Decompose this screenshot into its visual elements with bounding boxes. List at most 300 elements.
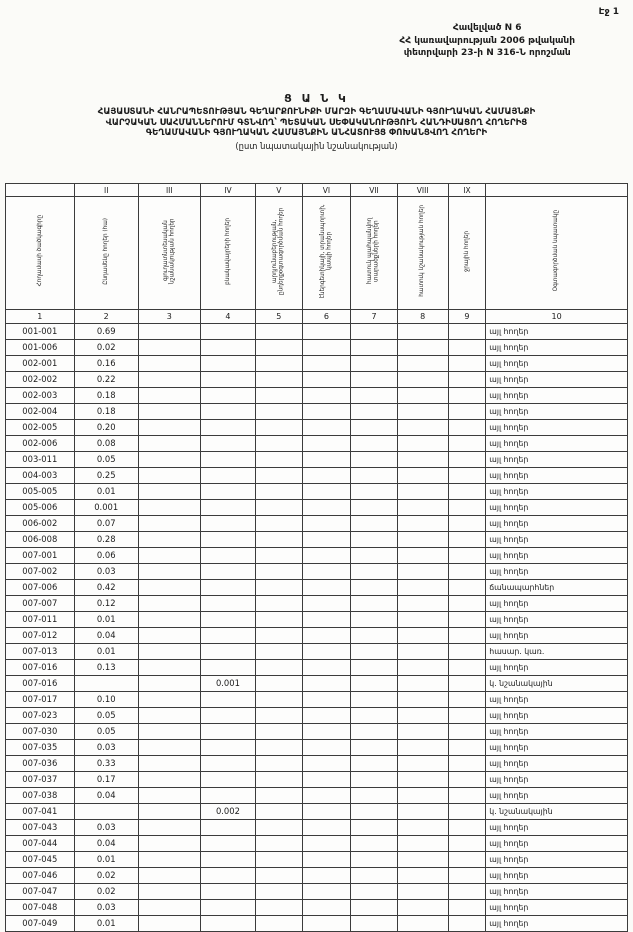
value-col-4 [200,356,255,372]
column-label [448,197,486,310]
value-col-2: 0.02 [74,868,138,884]
value-col-8 [397,612,448,628]
value-col-6 [302,324,351,340]
value-col-8 [397,324,448,340]
land-table-body [6,324,628,932]
value-col-6 [302,356,351,372]
value-col-5 [256,372,302,388]
value-col-9 [448,708,486,724]
value-col-2: 0.03 [74,740,138,756]
parcel-code: 007-043 [6,820,75,836]
land-purpose: այլ հողեր [486,884,628,900]
value-col-3 [138,548,200,564]
value-col-4: 0.002 [200,804,255,820]
land-table [5,183,628,932]
value-col-9 [448,548,486,564]
table-row [6,548,628,564]
value-col-7 [351,900,397,916]
value-col-5 [256,452,302,468]
column-index: V [256,184,302,197]
value-col-6 [302,724,351,740]
value-col-4 [200,484,255,500]
value-col-6 [302,676,351,692]
value-col-9 [448,356,486,372]
value-col-2: 0.01 [74,644,138,660]
value-col-7 [351,500,397,516]
value-col-7 [351,372,397,388]
value-col-9 [448,724,486,740]
value-col-3 [138,356,200,372]
column-index: 9 [448,310,486,324]
value-col-2: 0.02 [74,884,138,900]
value-col-2 [74,804,138,820]
value-col-2: 0.04 [74,628,138,644]
land-purpose: այլ հողեր [486,340,628,356]
value-col-2: 0.05 [74,708,138,724]
value-col-6 [302,660,351,676]
value-col-3 [138,420,200,436]
land-purpose: այլ հողեր [486,788,628,804]
value-col-7 [351,676,397,692]
value-col-4 [200,868,255,884]
land-purpose: այլ հողեր [486,756,628,772]
parcel-code: 007-002 [6,564,75,580]
land-purpose: այլ հողեր [486,404,628,420]
value-col-4 [200,516,255,532]
reference-line-3: փետրվարի 23-ի N 316-Ն որոշման [403,48,571,59]
value-col-8 [397,500,448,516]
value-col-3 [138,852,200,868]
parcel-code: 002-004 [6,404,75,420]
value-col-9 [448,340,486,356]
value-col-4 [200,340,255,356]
title-line-3: ԳԵՂԱՄԱՎԱՆԻ ԳՅՈՒՂԱԿԱՆ ՀԱՄԱՅՆՔԻՆ ԱՆՀԱՏՈՒՅՑ ՓՈԽԱՆՑՎՈՂ ՀՈՂԵՐԻ [145,128,488,139]
value-col-7 [351,852,397,868]
value-col-9 [448,692,486,708]
value-col-9 [448,452,486,468]
value-col-2: 0.10 [74,692,138,708]
value-col-8 [397,372,448,388]
value-col-8 [397,900,448,916]
value-col-3 [138,628,200,644]
column-index: II [74,184,138,197]
value-col-3 [138,900,200,916]
value-col-6 [302,452,351,468]
value-col-6 [302,532,351,548]
value-col-5 [256,500,302,516]
parcel-code: 007-023 [6,708,75,724]
value-col-3 [138,580,200,596]
value-col-9 [448,516,486,532]
parcel-code: 006-002 [6,516,75,532]
value-col-2: 0.18 [74,388,138,404]
value-col-6 [302,804,351,820]
value-col-3 [138,452,200,468]
roman-numeral-row [6,184,628,197]
value-col-2: 0.01 [74,484,138,500]
value-col-2: 0.22 [74,372,138,388]
value-col-6 [302,628,351,644]
parcel-code: 007-046 [6,868,75,884]
value-col-4 [200,548,255,564]
value-col-2: 0.13 [74,660,138,676]
column-label-row [6,197,628,310]
value-col-7 [351,548,397,564]
value-col-9 [448,436,486,452]
land-purpose: այլ հողեր [486,772,628,788]
land-purpose: այլ հողեր [486,916,628,932]
column-index: III [138,184,200,197]
value-col-4 [200,372,255,388]
column-label-text: Օգտագործման նպատակը [553,210,560,292]
value-col-5 [256,356,302,372]
parcel-code: 003-011 [6,452,75,468]
value-col-6 [302,788,351,804]
value-col-3 [138,820,200,836]
document-title: Ց Ա Ն Կ [284,92,349,105]
value-col-5 [256,900,302,916]
value-col-9 [448,916,486,932]
land-purpose: այլ հողեր [486,324,628,340]
value-col-8 [397,724,448,740]
value-col-5 [256,676,302,692]
value-col-2: 0.001 [74,500,138,516]
column-index: 10 [486,310,628,324]
value-col-6 [302,596,351,612]
land-purpose: այլ հողեր [486,484,628,500]
value-col-5 [256,692,302,708]
column-label [74,197,138,310]
value-col-7 [351,740,397,756]
value-col-7 [351,516,397,532]
value-col-2: 0.05 [74,724,138,740]
value-col-9 [448,852,486,868]
land-purpose: կ. նշանակային [486,804,628,820]
value-col-7 [351,340,397,356]
value-col-7 [351,324,397,340]
land-purpose: այլ հողեր [486,356,628,372]
value-col-3 [138,644,200,660]
value-col-6 [302,612,351,628]
value-col-6 [302,388,351,404]
table-row [6,756,628,772]
column-index: VII [351,184,397,197]
parcel-code: 002-002 [6,372,75,388]
value-col-9 [448,772,486,788]
value-col-5 [256,468,302,484]
value-col-5 [256,516,302,532]
column-index: 4 [200,310,255,324]
value-col-6 [302,580,351,596]
column-label [256,197,302,310]
column-index [486,184,628,197]
value-col-7 [351,596,397,612]
column-label-text: ջրային հողեր [463,230,470,272]
value-col-5 [256,532,302,548]
value-col-3 [138,916,200,932]
value-col-2: 0.33 [74,756,138,772]
value-col-8 [397,580,448,596]
value-col-8 [397,404,448,420]
value-col-4 [200,708,255,724]
value-col-5 [256,916,302,932]
value-col-4 [200,452,255,468]
land-purpose: այլ հողեր [486,596,628,612]
value-col-8 [397,660,448,676]
land-purpose: այլ հողեր [486,820,628,836]
parcel-code: 005-006 [6,500,75,516]
table-row [6,612,628,628]
value-col-8 [397,468,448,484]
value-col-8 [397,676,448,692]
value-col-4 [200,884,255,900]
value-col-9 [448,388,486,404]
table-row [6,708,628,724]
value-col-4 [200,500,255,516]
value-col-2: 0.03 [74,900,138,916]
value-col-9 [448,884,486,900]
value-col-9 [448,900,486,916]
value-col-4 [200,532,255,548]
value-col-7 [351,564,397,580]
column-index [6,184,75,197]
value-col-2: 0.04 [74,836,138,852]
value-col-3 [138,692,200,708]
value-col-2: 0.03 [74,820,138,836]
value-col-7 [351,644,397,660]
value-col-6 [302,692,351,708]
value-col-4 [200,596,255,612]
parcel-code: 004-003 [6,468,75,484]
value-col-7 [351,580,397,596]
value-col-4 [200,420,255,436]
column-number-row [6,310,628,324]
value-col-5 [256,724,302,740]
value-col-8 [397,772,448,788]
table-row [6,420,628,436]
value-col-2: 0.01 [74,916,138,932]
value-col-5 [256,740,302,756]
column-label-text: գյուղատնտեսական նշանակության հողեր [162,218,176,284]
parcel-code: 002-006 [6,436,75,452]
value-col-9 [448,484,486,500]
value-col-4 [200,436,255,452]
document-reference [399,22,575,60]
value-col-2: 0.07 [74,516,138,532]
value-col-8 [397,548,448,564]
column-index: 6 [302,310,351,324]
value-col-3 [138,532,200,548]
value-col-7 [351,724,397,740]
value-col-6 [302,740,351,756]
land-purpose: այլ հողեր [486,692,628,708]
value-col-3 [138,516,200,532]
value-col-3 [138,884,200,900]
value-col-8 [397,884,448,900]
land-purpose: այլ հողեր [486,612,628,628]
parcel-code: 007-017 [6,692,75,708]
table-row [6,484,628,500]
value-col-2: 0.01 [74,612,138,628]
value-col-9 [448,676,486,692]
value-col-5 [256,708,302,724]
value-col-4 [200,404,255,420]
parcel-code: 007-006 [6,580,75,596]
value-col-7 [351,868,397,884]
parcel-code: 007-044 [6,836,75,852]
value-col-8 [397,916,448,932]
value-col-5 [256,868,302,884]
value-col-6 [302,484,351,500]
value-col-3 [138,404,200,420]
value-col-5 [256,884,302,900]
table-row [6,324,628,340]
value-col-2: 0.28 [74,532,138,548]
table-row [6,772,628,788]
value-col-6 [302,516,351,532]
land-purpose: հասար. կառ. [486,644,628,660]
column-label-text: հատուկ պահպանվող տարածքների հողեր [367,217,380,285]
column-label [138,197,200,310]
value-col-5 [256,628,302,644]
value-col-3 [138,756,200,772]
value-col-9 [448,596,486,612]
value-col-6 [302,852,351,868]
value-col-6 [302,548,351,564]
value-col-8 [397,340,448,356]
land-purpose: այլ հողեր [486,564,628,580]
value-col-2: 0.20 [74,420,138,436]
table-row [6,916,628,932]
value-col-4 [200,564,255,580]
value-col-3 [138,772,200,788]
value-col-3 [138,388,200,404]
value-col-9 [448,468,486,484]
value-col-7 [351,420,397,436]
value-col-6 [302,404,351,420]
value-col-6 [302,820,351,836]
column-label [397,197,448,310]
land-purpose: այլ հողեր [486,532,628,548]
value-col-8 [397,532,448,548]
value-col-8 [397,868,448,884]
value-col-9 [448,420,486,436]
value-col-4 [200,836,255,852]
value-col-3 [138,564,200,580]
value-col-4 [200,324,255,340]
value-col-3 [138,372,200,388]
value-col-2: 0.17 [74,772,138,788]
value-col-4 [200,612,255,628]
value-col-8 [397,836,448,852]
value-col-9 [448,580,486,596]
value-col-3 [138,596,200,612]
parcel-code: 002-003 [6,388,75,404]
value-col-6 [302,836,351,852]
table-row [6,436,628,452]
value-col-3 [138,788,200,804]
page-number: Էջ 1 [598,7,619,17]
table-row [6,852,628,868]
value-col-2: 0.69 [74,324,138,340]
value-col-4 [200,644,255,660]
column-index: IV [200,184,255,197]
value-col-2: 0.25 [74,468,138,484]
value-col-3 [138,740,200,756]
parcel-code: 007-035 [6,740,75,756]
value-col-8 [397,356,448,372]
table-row [6,404,628,420]
value-col-9 [448,820,486,836]
value-col-8 [397,452,448,468]
value-col-8 [397,516,448,532]
parcel-code: 007-045 [6,852,75,868]
table-row [6,836,628,852]
land-purpose: այլ հողեր [486,452,628,468]
value-col-3 [138,484,200,500]
land-purpose: այլ հողեր [486,516,628,532]
column-label [200,197,255,310]
value-col-8 [397,756,448,772]
value-col-7 [351,708,397,724]
value-col-8 [397,740,448,756]
value-col-8 [397,564,448,580]
value-col-3 [138,868,200,884]
land-purpose: այլ հողեր [486,468,628,484]
value-col-9 [448,500,486,516]
value-col-7 [351,692,397,708]
parcel-code: 007-049 [6,916,75,932]
value-col-5 [256,756,302,772]
value-col-4 [200,724,255,740]
column-label-text: էներգետիկայի, տրանսպորտի, կապի հողեր [319,204,333,298]
value-col-5 [256,820,302,836]
value-col-7 [351,836,397,852]
value-col-3 [138,724,200,740]
parcel-code: 007-016 [6,660,75,676]
value-col-8 [397,388,448,404]
value-col-9 [448,740,486,756]
table-row [6,468,628,484]
value-col-9 [448,788,486,804]
reference-line-1: Հավելված N 6 [452,23,522,33]
value-col-5 [256,772,302,788]
value-col-5 [256,484,302,500]
column-label-text: արդյունաբերության, ընդերքօգտագործման հողեր [272,207,285,295]
parcel-code: 007-037 [6,772,75,788]
value-col-9 [448,804,486,820]
land-purpose: այլ հողեր [486,628,628,644]
parcel-code: 007-041 [6,804,75,820]
value-col-4 [200,692,255,708]
column-label [302,197,351,310]
value-col-6 [302,900,351,916]
table-row [6,868,628,884]
value-col-2: 0.42 [74,580,138,596]
value-col-6 [302,500,351,516]
value-col-5 [256,420,302,436]
land-purpose: այլ հողեր [486,708,628,724]
table-row [6,788,628,804]
table-row [6,724,628,740]
land-purpose: այլ հողեր [486,740,628,756]
parcel-code: 007-013 [6,644,75,660]
value-col-3 [138,324,200,340]
parcel-code: 006-008 [6,532,75,548]
table-row [6,628,628,644]
value-col-4 [200,772,255,788]
table-row [6,596,628,612]
